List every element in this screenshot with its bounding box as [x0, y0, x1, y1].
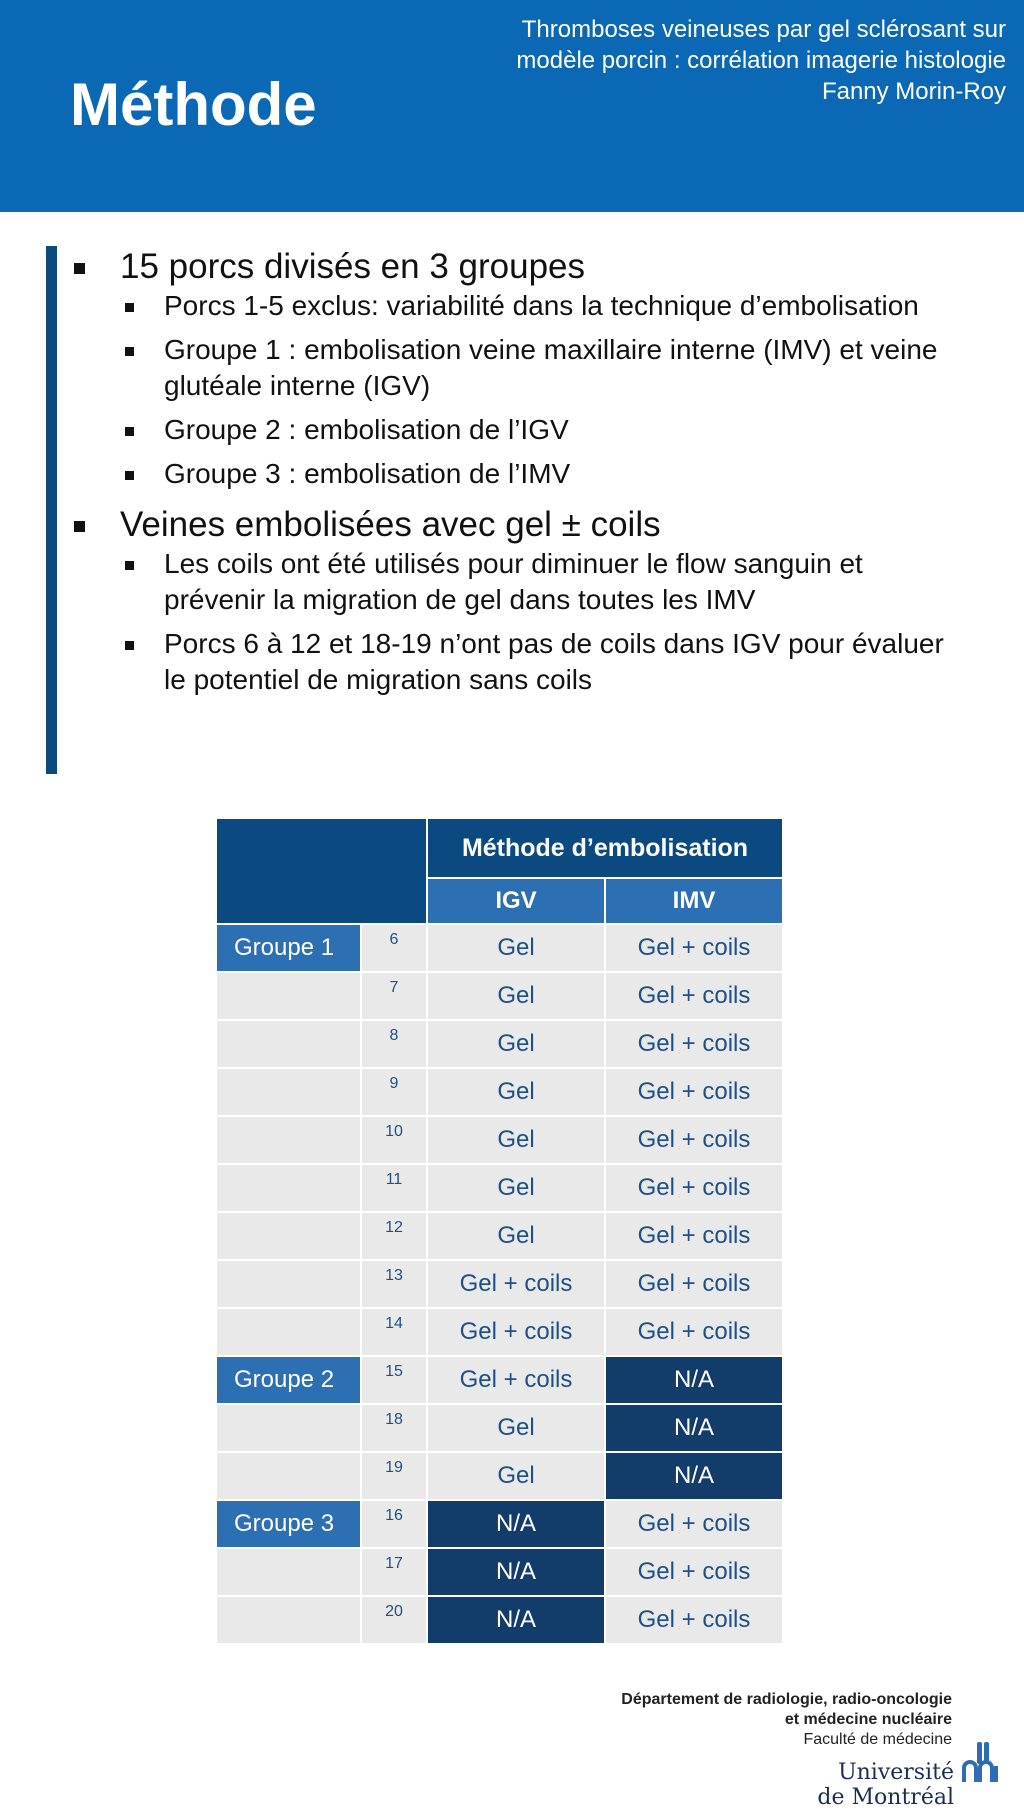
igv-method-cell: Gel [428, 1165, 604, 1211]
bullet-content [46, 246, 997, 774]
table-row [217, 973, 782, 1019]
igv-method-cell: N/A [428, 1549, 604, 1595]
subtitle-line: Thromboses veineuses par gel sclérosant sur [521, 16, 1006, 43]
table-row [217, 1117, 782, 1163]
pig-number: 9 [362, 1069, 426, 1115]
igv-method-cell: Gel [428, 1213, 604, 1259]
igv-method-cell: Gel [428, 1117, 604, 1163]
embolization-table [215, 817, 784, 1645]
university-name: Université [838, 1760, 954, 1785]
department-name: et médecine nucléaire [784, 1711, 952, 1728]
pig-number: 7 [362, 973, 426, 1019]
group-blank [217, 1597, 360, 1643]
igv-method-cell: Gel [428, 1069, 604, 1115]
igv-method-cell: Gel [428, 1453, 604, 1499]
sub-bullet-list [120, 546, 997, 698]
pig-number: 6 [362, 925, 426, 971]
imv-method-cell: Gel + coils [606, 973, 782, 1019]
group-label: Groupe 1 [217, 925, 360, 971]
group-blank [217, 1069, 360, 1115]
table-header-row [217, 819, 782, 877]
pig-number: 20 [362, 1597, 426, 1643]
table-row [217, 1405, 782, 1451]
pig-number: 15 [362, 1357, 426, 1403]
imv-method-cell: Gel + coils [606, 1165, 782, 1211]
table-corner [217, 819, 426, 923]
column-header-igv: IGV [428, 879, 604, 923]
table-header: Méthode d’embolisation [428, 819, 782, 877]
group-blank [217, 1549, 360, 1595]
table-row [217, 1213, 782, 1259]
faculty-name: Faculté de médecine [803, 1731, 952, 1748]
pig-number: 16 [362, 1501, 426, 1547]
university-logo [817, 1760, 954, 1810]
imv-method-cell: Gel + coils [606, 1021, 782, 1067]
bullet-embolization [57, 504, 997, 698]
university-logo-icon [960, 1742, 1004, 1782]
group-blank [217, 1405, 360, 1451]
table-row [217, 1357, 782, 1403]
group-blank [217, 1453, 360, 1499]
bullet-text: Veines embolisées avec gel ± coils [120, 505, 661, 544]
igv-method-cell: Gel [428, 1405, 604, 1451]
igv-method-cell: Gel [428, 973, 604, 1019]
subtitle-line: modèle porcin : corrélation imagerie histologie [516, 47, 1006, 74]
imv-method-cell: Gel + coils [606, 1213, 782, 1259]
table-row [217, 1069, 782, 1115]
igv-method-cell: Gel [428, 925, 604, 971]
table-row [217, 1453, 782, 1499]
group-blank [217, 1117, 360, 1163]
imv-method-cell: N/A [606, 1357, 782, 1403]
table-row [217, 925, 782, 971]
department-credit [621, 1690, 952, 1750]
author-name: Fanny Morin-Roy [821, 78, 1006, 105]
sub-bullet: Les coils ont été utilisés pour diminuer le flow sanguin et prévenir la migration de gel dans toutes les IMV [57, 546, 997, 618]
igv-method-cell: Gel + coils [428, 1261, 604, 1307]
igv-method-cell: Gel + coils [428, 1309, 604, 1355]
sub-bullet: Porcs 1-5 exclus: variabilité dans la technique d’embolisation [57, 288, 997, 324]
igv-method-cell: Gel [428, 1021, 604, 1067]
pig-number: 8 [362, 1021, 426, 1067]
pig-number: 10 [362, 1117, 426, 1163]
bullet-list [57, 246, 997, 698]
sub-bullet-list [120, 288, 997, 492]
group-blank [217, 1309, 360, 1355]
bullet-groups [57, 246, 997, 492]
group-blank [217, 1213, 360, 1259]
page-title: Méthode [70, 71, 317, 138]
imv-method-cell: Gel + coils [606, 1069, 782, 1115]
group-label: Groupe 2 [217, 1357, 360, 1403]
imv-method-cell: Gel + coils [606, 1501, 782, 1547]
pig-number: 14 [362, 1309, 426, 1355]
sub-bullet: Porcs 6 à 12 et 18-19 n’ont pas de coils dans IGV pour évaluer le potentiel de migration sans coils [57, 626, 997, 698]
imv-method-cell: Gel + coils [606, 1117, 782, 1163]
pig-number: 19 [362, 1453, 426, 1499]
table-row [217, 1309, 782, 1355]
imv-method-cell: N/A [606, 1405, 782, 1451]
group-blank [217, 973, 360, 1019]
pig-number: 17 [362, 1549, 426, 1595]
table-row [217, 1165, 782, 1211]
sub-bullet: Groupe 3 : embolisation de l’IMV [57, 456, 997, 492]
pig-number: 18 [362, 1405, 426, 1451]
table-row [217, 1501, 782, 1547]
column-header-imv: IMV [606, 879, 782, 923]
imv-method-cell: Gel + coils [606, 1549, 782, 1595]
sub-bullet: Groupe 1 : embolisation veine maxillaire interne (IMV) et veine glutéale interne (IGV) [57, 332, 997, 404]
table-row [217, 1261, 782, 1307]
university-name: de Montréal [817, 1785, 954, 1810]
title-banner [0, 0, 1024, 212]
table-row [217, 1549, 782, 1595]
pig-number: 11 [362, 1165, 426, 1211]
igv-method-cell: N/A [428, 1501, 604, 1547]
table-row [217, 1597, 782, 1643]
sub-bullet: Groupe 2 : embolisation de l’IGV [57, 412, 997, 448]
imv-method-cell: Gel + coils [606, 925, 782, 971]
group-blank [217, 1165, 360, 1211]
imv-method-cell: Gel + coils [606, 1597, 782, 1643]
igv-method-cell: Gel + coils [428, 1357, 604, 1403]
imv-method-cell: Gel + coils [606, 1261, 782, 1307]
group-label: Groupe 3 [217, 1501, 360, 1547]
table-row [217, 1021, 782, 1067]
department-name: Département de radiologie, radio-oncologie [621, 1691, 952, 1708]
pig-number: 12 [362, 1213, 426, 1259]
bullet-text: 15 porcs divisés en 3 groupes [120, 247, 585, 286]
igv-method-cell: N/A [428, 1597, 604, 1643]
imv-method-cell: N/A [606, 1453, 782, 1499]
presentation-subtitle [406, 14, 1006, 107]
group-blank [217, 1021, 360, 1067]
pig-number: 13 [362, 1261, 426, 1307]
group-blank [217, 1261, 360, 1307]
imv-method-cell: Gel + coils [606, 1309, 782, 1355]
